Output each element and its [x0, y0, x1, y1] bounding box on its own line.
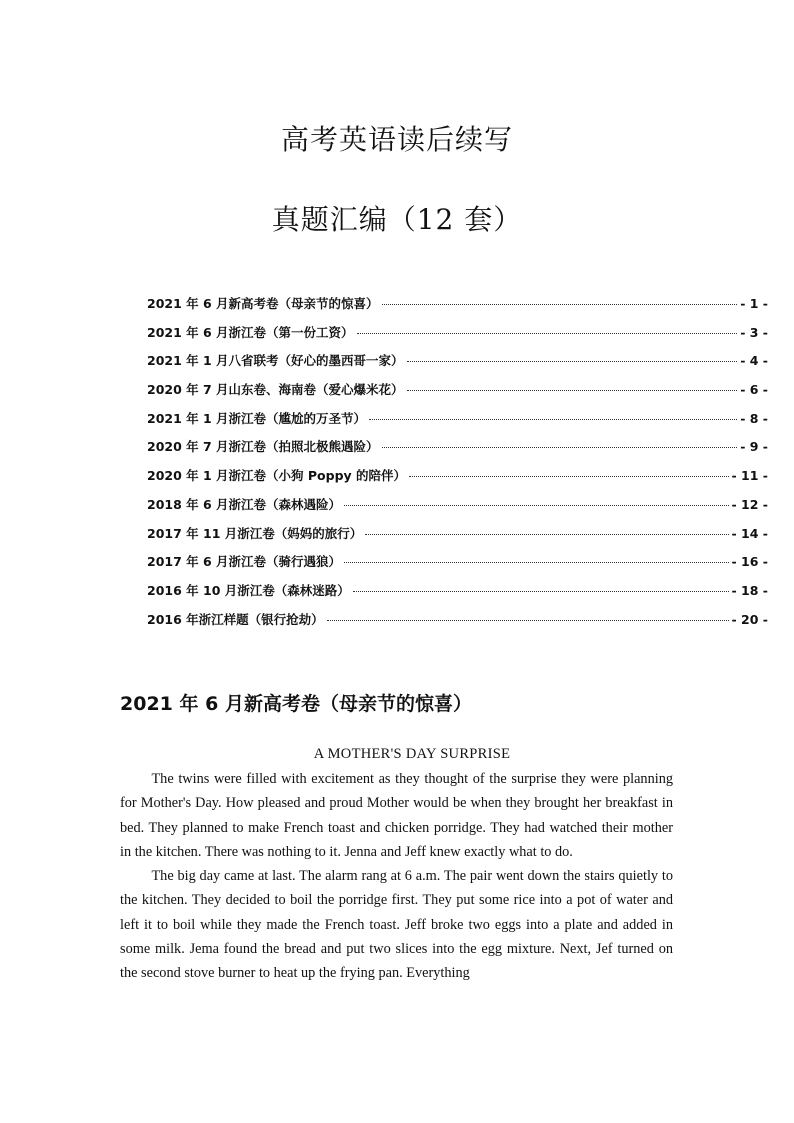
- toc-leader: [369, 419, 737, 420]
- toc-entry[interactable]: [147, 495, 768, 524]
- toc-entry[interactable]: [147, 524, 768, 553]
- toc-leader: [407, 361, 738, 362]
- toc-entry-label: 2021 年 6 月新高考卷（母亲节的惊喜）: [147, 296, 379, 311]
- passage-body: [120, 767, 673, 986]
- toc-page-number: - 11 -: [731, 468, 768, 484]
- toc-page-number: - 16 -: [731, 554, 768, 570]
- passage-paragraph: The twins were filled with excitement as they thought of the surprise they were planning for Mother's Day. How pleased and proud Mother would be when they brought her breakfast in bed. They planned to make French toast and chicken porridge. They had watched their mother in the kitchen. There was nothing to it. Jenna and Jeff knew exactly what to do.: [120, 771, 673, 860]
- toc-leader: [382, 304, 738, 305]
- toc-page-number: - 4 -: [740, 353, 768, 369]
- toc-leader: [407, 390, 738, 391]
- passage-paragraph: The big day came at last. The alarm rang at 6 a.m. The pair went down the stairs quietly to the kitchen. They decided to boil the porridge first. They put some rice into a pot of water and left it to boil while they made the French toast. Jeff broke two eggs into a plate and added in some milk. Jema found the bread and put two slices into the egg mixture. Next, Jef turned on the second stove burner to heat up the frying pan. Everything: [120, 868, 673, 982]
- table-of-contents: [147, 294, 768, 638]
- toc-page-number: - 18 -: [731, 582, 768, 598]
- toc-entry-label: 2018 年 6 月浙江卷（森林遇险）: [147, 496, 342, 512]
- toc-entry-label: 2020 年 1 月浙江卷（小狗 Poppy 的陪伴）: [147, 468, 407, 484]
- toc-entry[interactable]: [147, 466, 768, 495]
- toc-entry[interactable]: [147, 323, 768, 352]
- toc-leader: [344, 505, 728, 506]
- toc-entry-label: 2020 年 7 月浙江卷（拍照北极熊遇险）: [147, 439, 379, 455]
- toc-entry[interactable]: [147, 409, 768, 438]
- toc-page-number: - 1 -: [740, 296, 768, 311]
- toc-page-number: - 6 -: [740, 382, 768, 398]
- toc-entry-label: 2021 年 6 月浙江卷（第一份工资）: [147, 324, 354, 340]
- toc-leader: [382, 447, 738, 448]
- toc-entry[interactable]: [147, 294, 768, 323]
- toc-page-number: - 9 -: [740, 439, 768, 455]
- toc-entry-label: 2016 年浙江样题（银行抢劫）: [147, 611, 324, 627]
- passage-title: A MOTHER'S DAY SURPRISE: [313, 746, 511, 762]
- toc-entry-label: 2020 年 7 月山东卷、海南卷（爱心爆米花）: [147, 382, 404, 398]
- toc-page-number: - 14 -: [731, 525, 768, 541]
- toc-leader: [409, 476, 728, 477]
- toc-entry-label: 2016 年 10 月浙江卷（森林迷路）: [147, 582, 350, 598]
- toc-entry[interactable]: [147, 581, 768, 610]
- toc-entry[interactable]: [147, 351, 768, 380]
- toc-entry[interactable]: [147, 380, 768, 409]
- toc-entry[interactable]: [147, 552, 768, 581]
- toc-entry-label: 2021 年 1 月八省联考（好心的墨西哥一家）: [147, 353, 404, 369]
- toc-entry-label: 2021 年 1 月浙江卷（尴尬的万圣节）: [147, 410, 367, 426]
- toc-leader: [344, 562, 728, 563]
- document-title: 高考英语读后续写: [280, 123, 513, 156]
- toc-leader: [327, 620, 729, 621]
- toc-entry-label: 2017 年 6 月浙江卷（骑行遇狼）: [147, 554, 342, 570]
- toc-page-number: - 8 -: [740, 410, 768, 426]
- toc-page-number: - 12 -: [731, 496, 768, 512]
- toc-page-number: - 20 -: [731, 611, 768, 627]
- toc-leader: [365, 534, 728, 535]
- document-subtitle: 真题汇编（12 套）: [271, 203, 523, 236]
- toc-leader: [357, 333, 738, 334]
- toc-entry[interactable]: [147, 437, 768, 466]
- toc-leader: [353, 591, 729, 592]
- toc-page-number: - 3 -: [740, 324, 768, 340]
- toc-entry[interactable]: [147, 610, 768, 639]
- toc-entry-label: 2017 年 11 月浙江卷（妈妈的旅行）: [147, 525, 363, 541]
- section-heading: 2021 年 6 月新高考卷（母亲节的惊喜）: [120, 693, 472, 715]
